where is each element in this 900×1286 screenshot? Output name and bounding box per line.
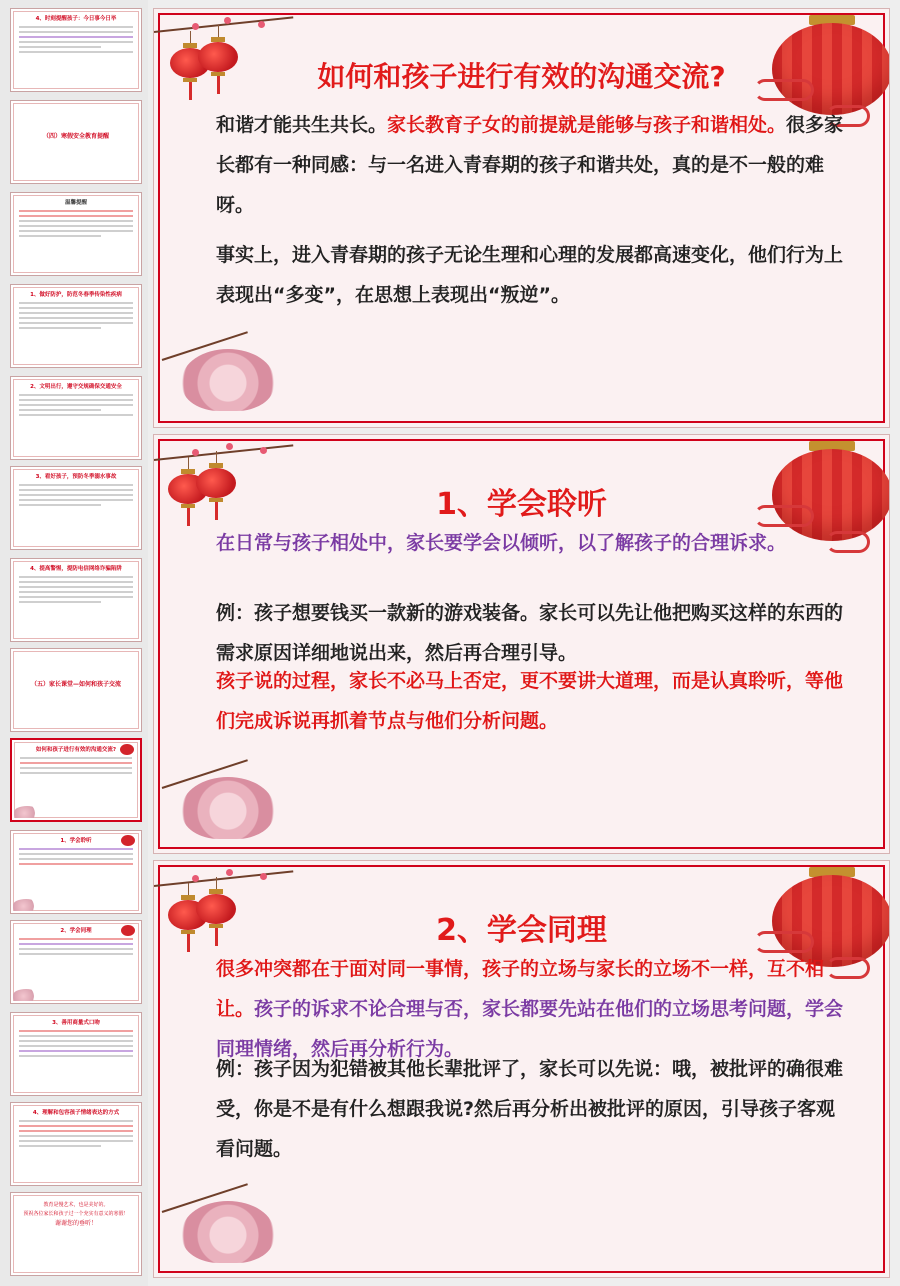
slide-title: 1、学会聆听 bbox=[436, 487, 607, 522]
slide-paragraph bbox=[216, 105, 849, 225]
thumbnail-title: （五）家长课堂—如何和孩子交流 bbox=[30, 680, 121, 688]
thumbnail-title: 4、时刻提醒孩子：今日事今日毕 bbox=[35, 16, 117, 22]
peony-icon bbox=[13, 989, 39, 1001]
thumbnail-title: （四）寒假安全教育提醒 bbox=[42, 132, 109, 140]
slide-thumbnail-12[interactable] bbox=[10, 1012, 142, 1096]
thumbnail-title: 1、做好防护，防范冬春季传染性疾病 bbox=[30, 292, 122, 298]
slide-3[interactable] bbox=[153, 860, 890, 1278]
slide-paragraph: 例：孩子因为犯错被其他长辈批评了，家长可以先说：哦，被批评的确很难受，你是不是有什么想跟我说?然后再分析出被批评的原因，引导孩子客观看问题。 bbox=[216, 1058, 844, 1160]
slide-thumbnail-9-selected[interactable] bbox=[10, 738, 142, 822]
highlight-text: 很多冲突都在于面对同一事情，孩子的立场与家长的立场不一样，互不相让。 bbox=[216, 958, 825, 1020]
thumbnail-title: 如何和孩子进行有效的沟通交流? bbox=[35, 747, 117, 753]
slide-title: 如何和孩子进行有效的沟通交流? bbox=[317, 60, 726, 93]
slide-thumbnail-11[interactable] bbox=[10, 920, 142, 1004]
thumbnail-subtitle: 预祝各位家长和孩子过一个充实有意义的寒假！ bbox=[23, 1211, 129, 1217]
slide-thumbnail-1[interactable] bbox=[10, 8, 142, 92]
slide-thumbnail-13[interactable] bbox=[10, 1102, 142, 1186]
thumbnail-closing: 谢谢您的垂听！ bbox=[54, 1220, 97, 1227]
slide-thumbnail-8[interactable] bbox=[10, 648, 142, 732]
thumbnail-title: 2、文明出行，遵守交规确保交通安全 bbox=[30, 384, 122, 390]
slide-thumbnail-2[interactable] bbox=[10, 100, 142, 184]
thumbnail-title: 4、提高警惕，提防电信网络诈骗陷阱 bbox=[30, 566, 122, 572]
slide-thumbnail-10[interactable] bbox=[10, 830, 142, 914]
thumbnail-title: 1、学会聆听 bbox=[60, 838, 92, 844]
slide-thumbnail-5[interactable] bbox=[10, 376, 142, 460]
peony-icon bbox=[14, 806, 40, 818]
highlight-text: 家长教育子女的前提就是能够与孩子和谐相处。 bbox=[387, 114, 787, 136]
slide-paragraph: 孩子说的过程，家长不必马上否定，更不要讲大道理，而是认真聆听，等他们完成诉说再抓着节点与他们分析问题。 bbox=[216, 670, 844, 732]
thumbnail-title: 2、学会同理 bbox=[60, 928, 92, 934]
slide-thumbnail-3[interactable] bbox=[10, 192, 142, 276]
slide-thumbnail-6[interactable] bbox=[10, 466, 142, 550]
slide-paragraph: 在日常与孩子相处中，家长要学会以倾听，以了解孩子的合理诉求。 bbox=[216, 532, 787, 554]
slide-thumbnail-panel bbox=[0, 0, 148, 1286]
slide-1[interactable] bbox=[153, 8, 890, 428]
thumbnail-title: 温馨提醒 bbox=[64, 200, 87, 206]
peony-icon bbox=[182, 1201, 274, 1263]
highlight-text: 孩子的诉求不论合理与否，家长都要先站在他们的立场思考问题，学会同理情绪，然后再分析行为。 bbox=[216, 998, 844, 1060]
slide-paragraph: 事实上，进入青春期的孩子无论生理和心理的发展都高速变化，他们行为上表现出“多变”，在思想上表现出“叛逆”。 bbox=[216, 244, 844, 306]
peony-icon bbox=[182, 349, 274, 411]
peony-icon bbox=[13, 899, 39, 911]
slide-thumbnail-7[interactable] bbox=[10, 558, 142, 642]
thumbnail-title: 3、看好孩子，预防冬季溺水事故 bbox=[35, 474, 117, 480]
slide-thumbnail-14[interactable] bbox=[10, 1192, 142, 1276]
peony-icon bbox=[182, 777, 274, 839]
text-span: 和谐才能共生共长。 bbox=[216, 114, 388, 136]
thumbnail-title: 4、理解和包容孩子情绪表达的方式 bbox=[32, 1110, 120, 1116]
thumbnail-title: 3、善用商量式口吻 bbox=[52, 1020, 100, 1026]
slide-thumbnail-4[interactable] bbox=[10, 284, 142, 368]
slide-paragraph: 例：孩子想要钱买一款新的游戏装备。家长可以先让他把购买这样的东西的需求原因详细地说出来，然后再合理引导。 bbox=[216, 602, 844, 664]
thumbnail-title: 教育是慢艺术，也是美好的。 bbox=[43, 1202, 109, 1208]
text-span: 很多家长都有一种同感：与一名进入青春期的孩子和谐共处，真的是不一般的难呀。 bbox=[216, 114, 844, 216]
slide-2[interactable] bbox=[153, 434, 890, 854]
slide-title: 2、学会同理 bbox=[436, 913, 607, 948]
